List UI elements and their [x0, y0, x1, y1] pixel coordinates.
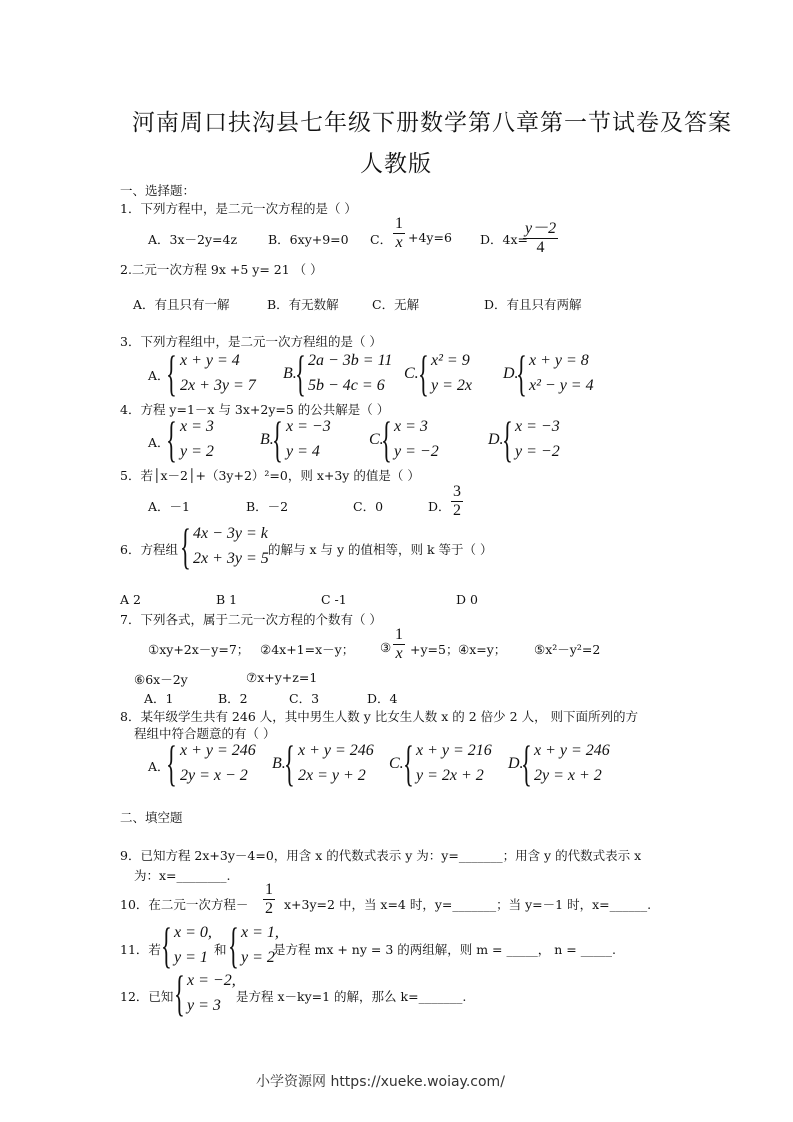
equation: x = 1,	[241, 924, 279, 941]
denominator: x	[393, 644, 405, 663]
expression-7: ⑦x+y+z=1	[246, 670, 318, 685]
option-c: C．0	[353, 499, 384, 514]
expression-5: ⑤x²－y²=2	[534, 642, 601, 657]
option-c: C．3	[289, 691, 320, 706]
option-a: A．1	[144, 691, 174, 706]
brace-icon: {	[180, 518, 191, 574]
option-b: B．有无数解	[267, 297, 339, 312]
numerator: 1	[265, 881, 273, 898]
brace-icon: {	[381, 411, 392, 467]
option-a-label: A．	[148, 759, 170, 774]
equation: x² − y = 4	[529, 377, 594, 394]
question-1-stem: 1．下列方程中，是二元一次方程的是（ ）	[120, 201, 357, 216]
numerator: y－2	[525, 220, 557, 237]
equation: x² = 9	[431, 352, 470, 369]
denominator: 2	[453, 502, 461, 519]
option-c-label: C.	[389, 755, 404, 772]
fraction	[393, 626, 405, 663]
brace-icon: {	[166, 411, 177, 467]
equation: 4x − 3y = k	[193, 525, 268, 542]
document-subtitle: 人教版	[360, 151, 432, 177]
expression-2: ②4x+1=x－y；	[260, 642, 355, 657]
option-d: D．4	[367, 691, 398, 706]
question-12-pre: 12．已知	[120, 989, 174, 1004]
brace-icon: {	[228, 917, 239, 973]
option-a-label: A．	[148, 368, 170, 383]
equation: 5b − 4c = 6	[308, 377, 385, 394]
option-d-label: D.	[488, 431, 504, 448]
brace-icon: {	[521, 735, 532, 791]
option-b: B．－2	[246, 499, 289, 514]
brace-icon: {	[174, 965, 185, 1021]
question-2-stem: 2.二元一次方程 9x +5 y= 21 （ ）	[120, 262, 323, 277]
section-heading: 一、选择题：	[120, 183, 196, 198]
expression-1: ①xy+2x－y=7；	[148, 642, 250, 657]
fraction	[263, 881, 275, 918]
denominator: x	[393, 233, 405, 252]
brace-icon: {	[295, 345, 306, 401]
option-c-rest: +4y=6	[408, 230, 452, 245]
section-heading: 二、填空题	[120, 810, 183, 825]
option-a: A 2	[120, 592, 141, 607]
expression-4: ④x=y；	[458, 642, 507, 657]
equation: x + y = 246	[534, 742, 610, 759]
option-b-label: B.	[283, 365, 297, 382]
brace-icon: {	[516, 345, 527, 401]
option-b: B．6xy+9=0	[268, 232, 349, 247]
brace-icon: {	[161, 917, 172, 973]
fraction	[393, 215, 405, 252]
expression-6: ⑥6x－2y	[134, 672, 188, 687]
question-3-stem: 3．下列方程组中，是二元一次方程组的是（ ）	[120, 334, 382, 349]
equation: x = 3	[180, 418, 214, 435]
equation: y = −2	[394, 443, 439, 460]
footer-source-link[interactable]: 小学资源网 https://xueke.woiay.com/	[256, 1074, 505, 1090]
option-a: A．－1	[148, 499, 190, 514]
equation: x + y = 216	[416, 742, 492, 759]
brace-icon: {	[284, 735, 295, 791]
question-5-stem: 5．若│x－2│+（3y+2）²=0，则 x+3y 的值是（ ）	[120, 468, 420, 483]
fraction	[523, 215, 558, 257]
option-b-label: B.	[260, 431, 274, 448]
numerator: 3	[453, 483, 461, 500]
option-d-label: D．4x=	[480, 232, 528, 247]
brace-icon: {	[166, 735, 177, 791]
question-11-post: 是方程 mx + ny = 3 的两组解，则 m = _____， n = _____.	[273, 942, 616, 957]
equation: 2x + 3y = 7	[180, 377, 256, 394]
document-title: 河南周口扶沟县七年级下册数学第八章第一节试卷及答案	[132, 110, 732, 136]
equation: 2a − 3b = 11	[308, 352, 393, 369]
equation: y = 4	[286, 443, 320, 460]
question-9-cont: 为：x=________.	[134, 868, 231, 883]
expression-3-rest: +y=5；	[410, 642, 459, 657]
equation: y = 2	[180, 443, 214, 460]
brace-icon: {	[502, 411, 513, 467]
equation: y = 2x	[431, 377, 472, 394]
equation: 2x + 3y = 5	[193, 550, 269, 567]
option-c-label: C.	[404, 365, 419, 382]
equation: x + y = 246	[180, 742, 256, 759]
question-11-pre: 11．若	[120, 942, 161, 957]
question-8-stem: 8．某年级学生共有 246 人，其中男生人数 y 比女生人数 x 的 2 倍少 2 人， 则下面所列的方	[120, 709, 639, 724]
denominator: 4	[523, 238, 558, 257]
option-b: B 1	[216, 592, 238, 607]
question-6-label: 6．方程组	[120, 542, 178, 557]
equation: y = 3	[187, 997, 221, 1014]
equation: x = 0,	[174, 924, 212, 941]
equation: x = −2,	[187, 972, 236, 989]
brace-icon: {	[166, 345, 177, 401]
brace-icon: {	[418, 345, 429, 401]
equation: x + y = 246	[298, 742, 374, 759]
option-d: D．有且只有两解	[484, 297, 582, 312]
option-c: C．无解	[372, 297, 420, 312]
question-10-pre: 10．在二元一次方程－	[120, 897, 249, 912]
option-d-label: D．	[428, 499, 451, 514]
option-b: B．2	[218, 691, 248, 706]
question-12-post: 是方程 x－ky=1 的解，那么 k=_______.	[236, 989, 467, 1004]
option-c: C -1	[321, 592, 347, 607]
option-c-label: C.	[369, 431, 384, 448]
brace-icon: {	[403, 735, 414, 791]
denominator: 2	[265, 900, 273, 917]
question-7-stem: 7．下列各式，属于二元一次方程的个数有（ ）	[120, 612, 382, 627]
question-10-post: x+3y=2 中，当 x=4 时，y=_______；当 y=－1 时，x=______.	[284, 897, 652, 912]
numerator: 1	[395, 626, 403, 643]
equation: y = 1	[174, 949, 208, 966]
question-4-stem: 4．方程 y=1－x 与 3x+2y=5 的公共解是（ ）	[120, 402, 390, 417]
fraction	[451, 483, 463, 520]
numerator: 1	[395, 215, 403, 232]
option-d: D 0	[456, 592, 478, 607]
question-6-rest: 的解与 x 与 y 的值相等，则 k 等于（ ）	[268, 542, 493, 557]
conjunction: 和	[214, 942, 227, 957]
equation: 2y = x − 2	[180, 767, 248, 784]
equation: x + y = 8	[529, 352, 589, 369]
equation: y = 2	[241, 949, 275, 966]
option-a: A．3x－2y=4z	[148, 232, 238, 247]
option-a-label: A．	[148, 435, 170, 450]
option-b-label: B.	[272, 755, 286, 772]
option-a: A．有且只有一解	[133, 297, 230, 312]
equation: 2x = y + 2	[298, 767, 366, 784]
equation: x = 3	[394, 418, 428, 435]
equation: y = −2	[515, 443, 560, 460]
option-d-label: D.	[508, 755, 524, 772]
equation: x = −3	[515, 418, 560, 435]
equation: y = 2x + 2	[416, 767, 484, 784]
equation: x = −3	[286, 418, 331, 435]
brace-icon: {	[272, 411, 283, 467]
equation: 2y = x + 2	[534, 767, 602, 784]
option-d-label: D.	[503, 365, 519, 382]
question-8-stem-cont: 程组中符合题意的有（ ）	[134, 726, 276, 741]
question-9: 9．已知方程 2x+3y－4=0，用含 x 的代数式表示 y 为：y=_______；用含 y 的代数式表示 x	[120, 848, 642, 863]
option-c-label: C．	[370, 232, 393, 247]
expression-3-label: ③	[380, 640, 392, 655]
equation: x + y = 4	[180, 352, 240, 369]
